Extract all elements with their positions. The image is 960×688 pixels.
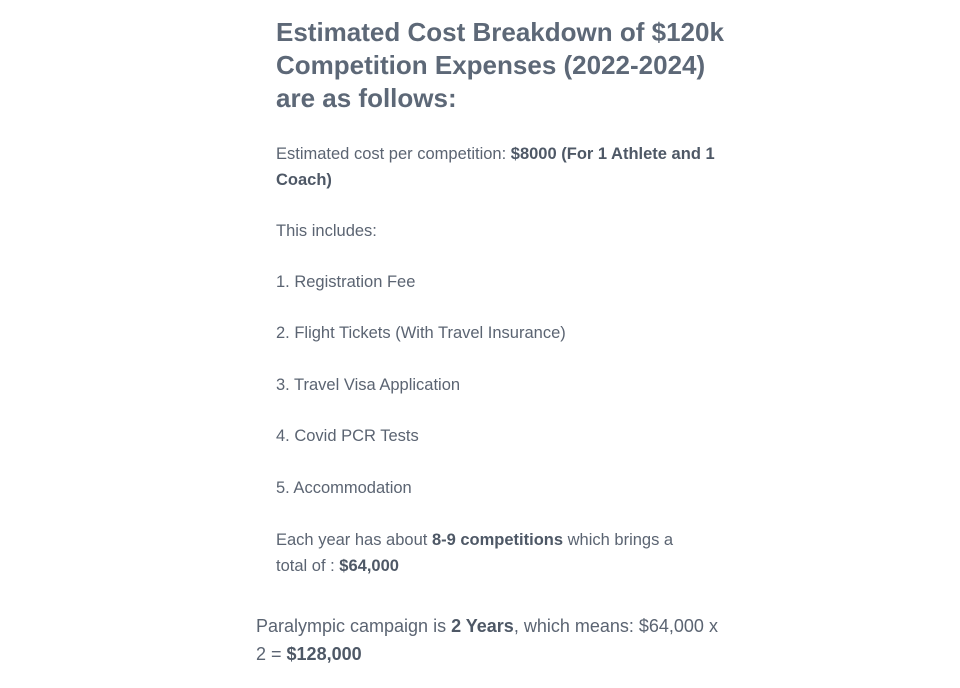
campaign-total: $128,000: [286, 644, 362, 664]
list-item: 5. Accommodation: [276, 479, 412, 497]
cost-per-competition-value: $8000 (For 1 Athlete and 1 Coach): [276, 145, 715, 189]
campaign-paragraph: [256, 612, 726, 668]
campaign-prefix: Paralympic campaign is: [256, 616, 452, 636]
list-item: 4. Covid PCR Tests: [276, 427, 419, 445]
per-year-middle: which brings a total of :: [276, 531, 674, 575]
per-year-prefix: Each year has about: [276, 531, 432, 549]
per-year-total: $64,000: [339, 557, 399, 575]
campaign-years: 2 Years: [451, 616, 514, 636]
list-item: 3. Travel Visa Application: [276, 376, 461, 394]
list-item: 1. Registration Fee: [276, 273, 416, 291]
cost-per-competition-label: Estimated cost per competition:: [276, 145, 511, 163]
per-year-paragraph: [276, 527, 706, 579]
includes-label: This includes:: [276, 222, 377, 240]
document-title: Estimated Cost Breakdown of $120k Competition Expenses (2022-2024) are as follows:: [276, 17, 724, 113]
campaign-middle: , which means: $64,000 x 2 =: [256, 616, 718, 664]
per-year-count: 8-9 competitions: [431, 531, 564, 549]
cost-per-competition-paragraph: [276, 141, 716, 193]
list-item: 2. Flight Tickets (With Travel Insurance): [276, 324, 566, 342]
